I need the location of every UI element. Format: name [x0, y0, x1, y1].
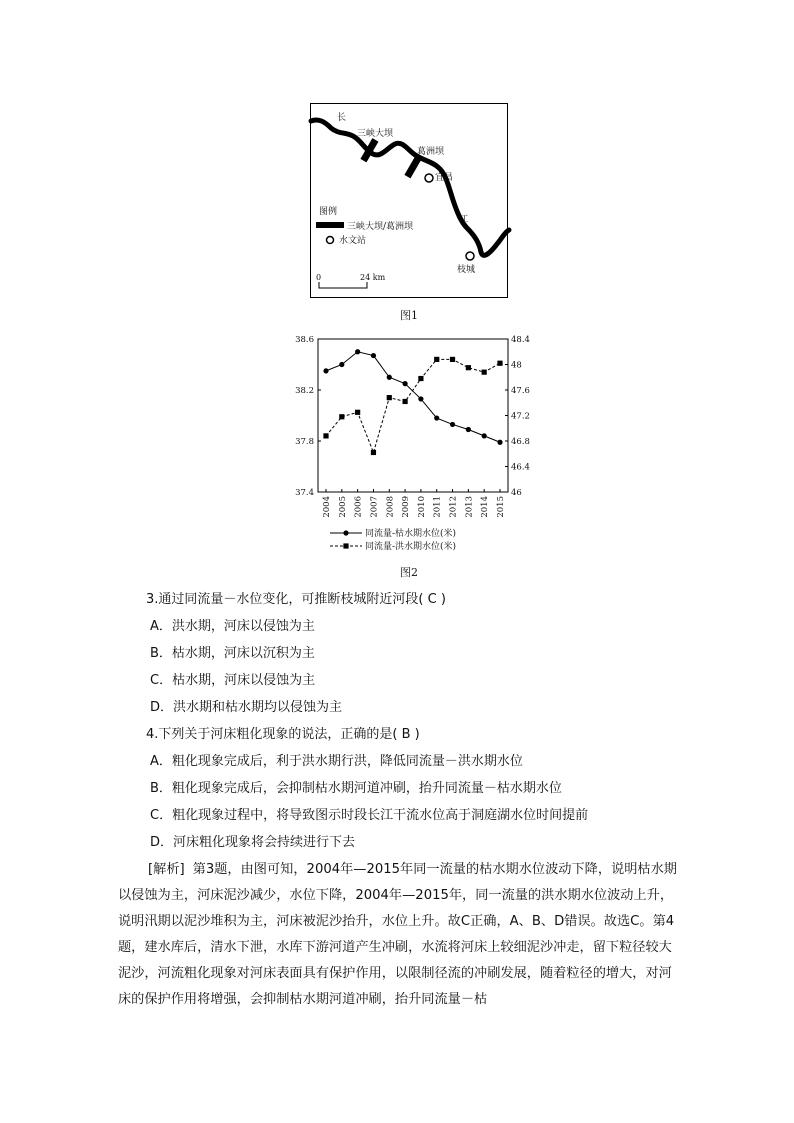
figure1-map	[310, 103, 508, 298]
x-axis-tick-label: 2013	[464, 496, 475, 518]
legend-marker-2	[343, 543, 348, 548]
series-1-point	[339, 362, 344, 367]
series-1-point	[497, 440, 502, 445]
scale-bar	[319, 282, 367, 288]
series-1-point	[450, 422, 455, 427]
legend-dam-icon	[316, 222, 344, 228]
series-1-point	[387, 375, 392, 380]
right-axis-tick-label: 47.2	[511, 411, 530, 422]
x-axis-tick-label: 2008	[385, 496, 396, 518]
figure2-chart	[280, 330, 530, 570]
x-axis-tick-label: 2012	[448, 496, 459, 518]
question-3-stem: 3.通过同流量－水位变化，可推断枝城附近河段( C )	[146, 592, 446, 607]
analysis-tag: [解析]	[148, 862, 185, 877]
series-1-point	[355, 349, 360, 354]
legend-label-1: 同流量-枯水期水位(米)	[365, 529, 457, 539]
series-2-point	[434, 357, 439, 362]
label-zhicheng: 枝城	[457, 265, 476, 275]
series-2-point	[355, 410, 360, 415]
figure1-caption: 图1	[400, 309, 418, 322]
series-line-1	[326, 352, 500, 443]
analysis-block	[118, 857, 678, 1013]
series-2-point	[450, 357, 455, 362]
left-axis-tick-label: 37.8	[295, 437, 314, 447]
x-axis-tick-label: 2009	[401, 496, 412, 518]
right-axis-tick-label: 48	[511, 360, 522, 371]
yichang-station-icon	[425, 174, 433, 182]
figure2-caption: 图2	[400, 566, 418, 579]
right-axis-tick-label: 46.8	[511, 437, 530, 447]
analysis-paragraph	[118, 857, 678, 1013]
series-1-point	[323, 368, 328, 373]
series-1-point	[466, 427, 471, 432]
left-axis-tick-label: 37.4	[295, 488, 314, 498]
legend-marker-1	[343, 530, 348, 535]
series-2-point	[323, 433, 328, 438]
x-axis-tick-label: 2015	[496, 496, 506, 518]
question-4-option-c: C．粗化现象过程中，将导致图示时段长江干流水位高于洞庭湖水位时间提前	[150, 808, 589, 823]
left-axis-tick-label: 38.6	[295, 335, 314, 345]
series-1-point	[418, 396, 423, 401]
scale-distance: 24 km	[360, 273, 386, 282]
question-4-option-a: A．粗化现象完成后，利于洪水期行洪，降低同流量－洪水期水位	[150, 754, 523, 769]
series-2-point	[497, 361, 502, 366]
series-2-point	[418, 376, 423, 381]
x-axis-tick-label: 2014	[480, 496, 491, 518]
label-three-gorges: 三峡大坝	[357, 129, 394, 139]
x-axis-tick-label: 2011	[432, 496, 443, 518]
question-3-option-d: D．洪水期和枯水期均以侵蚀为主	[150, 700, 343, 715]
label-chang: 长	[337, 113, 347, 123]
question-4-option-b: B．粗化现象完成后，会抑制枯水期河道冲刷，抬升同流量－枯水期水位	[150, 781, 562, 796]
yangtze-river	[311, 120, 509, 255]
series-2-point	[387, 395, 392, 400]
zhicheng-station-icon	[466, 252, 474, 260]
river-map-svg	[311, 104, 509, 299]
series-1-point	[434, 415, 439, 420]
series-2-point	[339, 414, 344, 419]
label-yichang: 宜昌	[435, 173, 454, 183]
x-axis-tick-label: 2007	[369, 496, 380, 518]
series-1-point	[482, 433, 487, 438]
gezhouba-dam-marker	[404, 154, 422, 178]
series-2-point	[402, 399, 407, 404]
legend-dam-label: 三峡大坝/葛洲坝	[347, 222, 414, 232]
series-line-2	[326, 359, 500, 452]
right-axis-tick-label: 47.6	[511, 386, 530, 396]
water-level-chart-svg	[280, 330, 530, 570]
series-2-point	[371, 450, 376, 455]
question-3-option-a: A．洪水期，河床以侵蚀为主	[150, 619, 315, 634]
x-axis-tick-label: 2010	[416, 496, 427, 518]
legend-station-label: 水文站	[339, 236, 367, 246]
legend-label-2: 同流量-洪水期水位(米)	[365, 542, 457, 552]
question-3-option-c: C．枯水期，河床以侵蚀为主	[150, 673, 316, 688]
label-gezhouba: 葛洲坝	[417, 147, 445, 157]
analysis-text: 第3题，由图可知，2004年—2015年同一流量的枯水期水位波动下降，说明枯水期以侵蚀为主，河床泥沙减少，水位下降，2004年—2015年，同一流量的洪水期水位波动上升，说明汛期以泥沙堆积为主，河床被泥沙抬升，水位上升。故C正确，A、B、D错误。故选C。第4题，建水库后，清水下泄，水库下游河道产生冲刷，水流将河床上较细泥沙冲走，留下粒径较大泥沙，河流粗化现象对河床表面具有保护作用，以限制径流的冲刷发展，随着粒径的增大，对河床的保护作用将增强，会抑制枯水期河道冲刷，抬升同流量－枯	[118, 862, 677, 1007]
series-1-point	[402, 381, 407, 386]
legend-title: 图例	[319, 207, 338, 217]
x-axis-tick-label: 2004	[322, 496, 332, 518]
series-2-point	[482, 370, 487, 375]
left-axis-tick-label: 38.2	[295, 386, 314, 396]
x-axis-tick-label: 2006	[353, 496, 364, 518]
x-axis-tick-label: 2005	[337, 496, 348, 518]
series-2-point	[466, 365, 471, 370]
plot-frame	[318, 339, 508, 492]
right-axis-tick-label: 48.4	[511, 335, 530, 345]
legend-station-icon	[327, 237, 334, 244]
question-4-stem: 4.下列关于河床粗化现象的说法，正确的是( B )	[146, 727, 420, 742]
question-4-option-d: D．河床粗化现象将会持续进行下去	[150, 835, 356, 850]
right-axis-tick-label: 46.4	[511, 462, 530, 473]
right-axis-tick-label: 46	[511, 488, 522, 498]
label-jiang: 江	[459, 215, 469, 225]
scale-zero: 0	[316, 273, 322, 282]
question-3-option-b: B．枯水期，河床以沉积为主	[150, 646, 315, 661]
series-1-point	[371, 353, 376, 358]
